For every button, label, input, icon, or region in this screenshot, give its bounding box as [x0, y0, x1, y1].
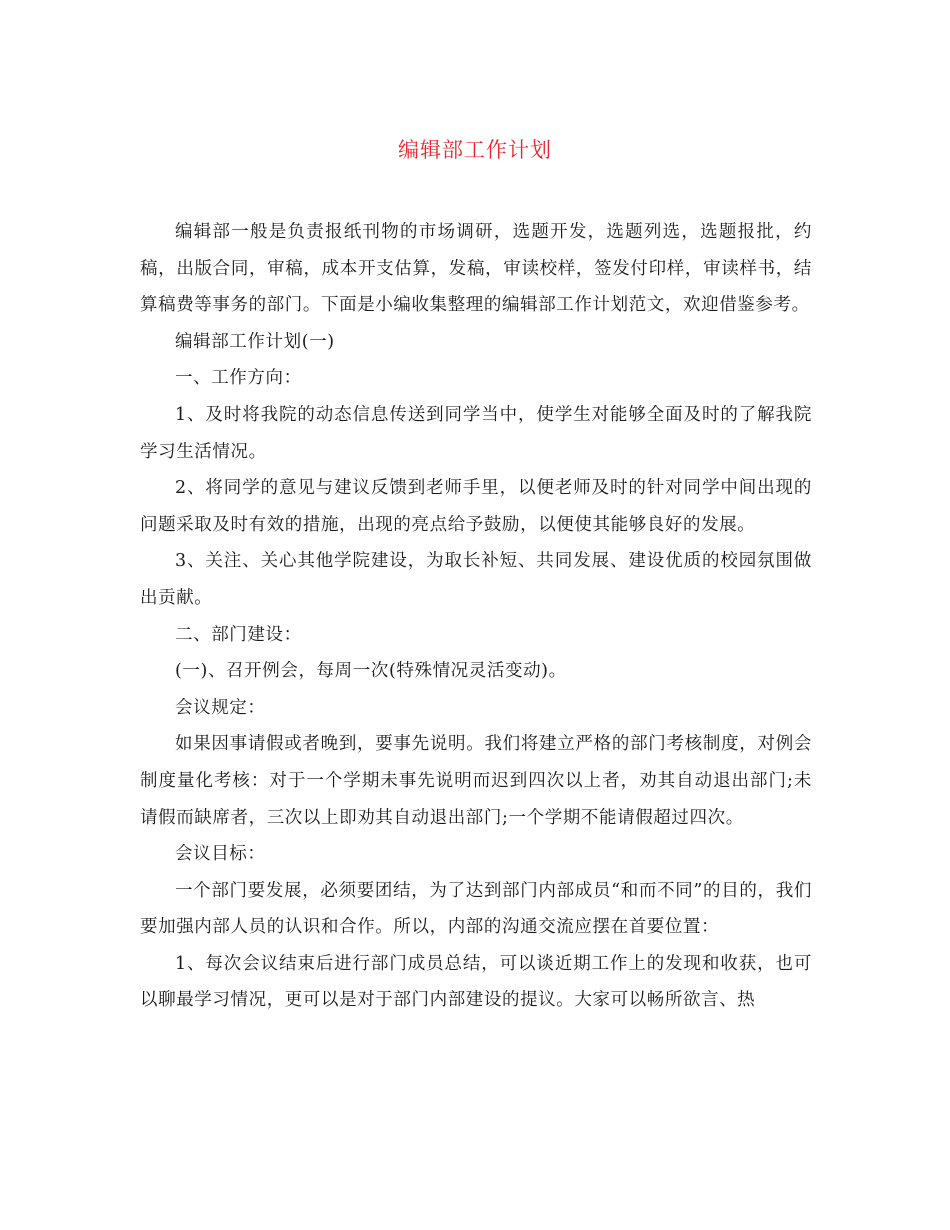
subheading-meeting-rules: 会议规定：	[175, 697, 266, 718]
section-heading-department-building: 二、部门建设：	[175, 624, 302, 645]
section-heading-work-direction: 一、工作方向：	[175, 368, 302, 389]
section-heading-plan-one: 编辑部工作计划(一)	[175, 331, 335, 352]
subheading-meeting-goals: 会议目标：	[175, 844, 266, 865]
paragraph-direction-2: 2、将同学的意见与建议反馈到老师手里，以便老师及时的针对同学中间出现的问题采取及时有效的措施，出现的亮点给予鼓励，以便使其能够良好的发展。	[140, 478, 812, 535]
paragraph-meeting-rules: 如果因事请假或者晚到，要事先说明。我们将建立严格的部门考核制度，对例会制度量化考核：对于一个学期未事先说明而迟到四次以上者，劝其自动退出部门;未请假而缺席者，三次以上即劝其自动退出部门;一个学期不能请假超过四次。	[140, 734, 812, 828]
paragraph-direction-3: 3、关注、关心其他学院建设，为取长补短、共同发展、建设优质的校园氛围做出贡献。	[140, 551, 812, 608]
document-body	[140, 214, 812, 1019]
paragraph-meeting-goals: 一个部门要发展，必须要团结，为了达到部门内部成员“和而不同”的目的，我们要加强内部人员的认识和合作。所以，内部的沟通交流应摆在首要位置：	[140, 880, 812, 938]
document-title: 编辑部工作计划	[398, 138, 552, 162]
paragraph-intro: 编辑部一般是负责报纸刊物的市场调研，选题开发，选题列选，选题报批，约稿，出版合同，审稿，成本开支估算，发稿，审读校样，签发付印样，审读样书，结算稿费等事务的部门。下面是小编收集整理的编辑部工作计划范文，欢迎借鉴参考。	[140, 222, 812, 316]
paragraph-goal-1: 1、每次会议结束后进行部门成员总结，可以谈近期工作上的发现和收获，也可以聊最学习情况，更可以是对于部门内部建设的提议。大家可以畅所欲言、热	[140, 953, 812, 1011]
paragraph-weekly-meeting: (一)、召开例会，每周一次(特殊情况灵活变动)。	[175, 661, 567, 682]
paragraph-direction-1: 1、及时将我院的动态信息传送到同学当中，使学生对能够全面及时的了解我院学习生活情况。	[140, 404, 812, 462]
